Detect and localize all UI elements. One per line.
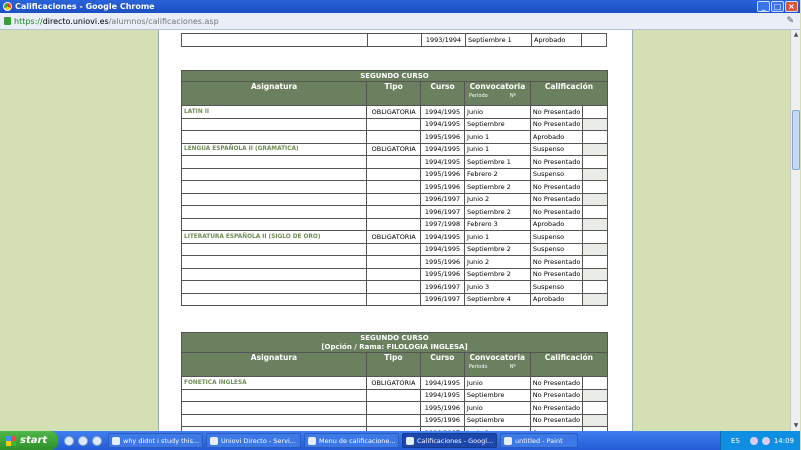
task-label: Uniovi Directo - Servi... [221,436,296,445]
calificacion-cell: No Presentado [530,193,582,206]
taskbar-task[interactable] [500,433,578,448]
asignatura-cell [182,218,367,231]
table-row [182,281,608,294]
table-cell [583,293,608,306]
clock: 14:09 [773,436,794,445]
table-cell [583,256,608,269]
scrollbar-thumb[interactable] [792,110,800,170]
table-cell [583,193,608,206]
column-header-asignatura: Asignatura [182,353,367,377]
page-content [158,30,633,431]
table-cell [368,34,422,47]
table-row [182,218,608,231]
convocatoria-cell: Junio 1 [465,231,531,244]
task-app-icon [112,437,120,445]
system-tray [720,431,800,450]
curso-cell: 1995/1996 [420,402,464,415]
network-tray-icon[interactable] [762,437,770,445]
tipo-cell [366,402,420,415]
calificacion-cell: No Presentado [530,156,582,169]
curso-cell: 1997/1998 [421,218,465,231]
asignatura-cell [182,281,367,294]
convocatoria-cell: Junio 1 [465,143,531,156]
convocatoria-cell: Septiembre 2 [465,206,531,219]
curso-cell: 1994/1995 [421,106,465,119]
table-row [182,389,608,402]
table-cell [182,34,368,47]
task-label: untitled - Paint [515,436,563,445]
url-host: directo.uniovi.es [42,16,109,26]
table-title-option: [Opción / Rama: FILOLOGIA INGLESA] [321,342,468,351]
table-cell [583,377,608,390]
scroll-down-icon[interactable]: ▼ [793,422,799,429]
calificacion-cell: Aprobado [532,34,582,47]
task-app-icon [308,437,316,445]
calificacion-cell: No Presentado [530,402,582,415]
convocatoria-cell: Junio 2 [465,193,531,206]
curso-cell: 1994/1995 [420,389,464,402]
task-app-icon [504,437,512,445]
table-row [182,181,608,194]
curso-cell: 1996/1997 [421,293,465,306]
tipo-cell [367,131,421,144]
asignatura-cell [182,268,367,281]
table-row [182,256,608,269]
calificacion-cell: Aprobado [530,218,582,231]
periodo-label: Periodo [469,93,488,99]
table-row [182,414,608,427]
convocatoria-cell: Junio [465,106,531,119]
asignatura-cell [182,118,367,131]
lock-icon [4,17,11,25]
segundo-curso-table [181,70,608,306]
calificacion-cell: Suspenso [530,143,582,156]
table-cell [583,218,608,231]
table-cell [583,268,608,281]
windows-logo-icon [6,436,16,446]
convocatoria-cell: Junio 2 [465,256,531,269]
table-row [182,106,608,119]
tipo-cell: OBLIGATORIA [367,106,421,119]
asignatura-cell [182,243,367,256]
asignatura-cell [182,181,367,194]
tipo-cell [366,414,420,427]
curso-cell: 1995/1996 [421,168,465,181]
tipo-cell: OBLIGATORIA [367,143,421,156]
start-button[interactable] [0,431,58,450]
table-cell [583,281,608,294]
column-header-calificacion: Calificación [530,82,607,106]
previous-course-table [181,33,607,47]
column-header-calificacion: Calificación [530,353,607,377]
table-row [182,34,607,47]
task-app-icon [406,437,414,445]
tipo-cell [367,206,421,219]
column-header-convocatoria [464,353,530,377]
asignatura-cell [182,206,367,219]
tipo-cell [367,268,421,281]
periodo-label: Periodo [468,364,488,370]
vertical-scrollbar[interactable] [790,30,800,431]
scroll-up-icon[interactable]: ▲ [793,31,799,38]
calificacion-cell: No Presentado [530,414,582,427]
table-cell [582,34,607,47]
table-cell [583,243,608,256]
asignatura-cell [182,402,367,415]
calificacion-cell: Aprobado [530,131,582,144]
tipo-cell [367,293,421,306]
task-label: Menu de calificacione... [319,436,396,445]
page-viewport [0,30,790,431]
asignatura-cell [182,193,367,206]
convocatoria-cell: Septiembre 2 [465,243,531,256]
table-header-row [182,353,608,377]
calificacion-cell: No Presentado [530,106,582,119]
curso-cell: 1994/1995 [421,243,465,256]
table-row [182,231,608,244]
taskbar-task[interactable] [206,433,301,448]
calificacion-cell: No Presentado [530,181,582,194]
tipo-cell [367,256,421,269]
curso-cell: 1996/1997 [421,281,465,294]
tipo-cell [367,181,421,194]
column-header-curso: Curso [420,353,464,377]
taskbar-task[interactable] [402,433,497,448]
table-row [182,377,608,390]
convocatoria-cell: Junio [464,377,530,390]
convocatoria-cell: Junio 3 [465,281,531,294]
calificacion-cell: No Presentado [530,256,582,269]
table-title-row [182,71,608,82]
tipo-cell [367,168,421,181]
asignatura-cell: FONETICA INGLESA [182,377,367,390]
table-row [182,131,608,144]
curso-cell: 1994/1995 [421,118,465,131]
asignatura-cell [182,168,367,181]
curso-cell: 1993/1994 [422,34,466,47]
table-cell [583,389,608,402]
column-header-curso: Curso [421,82,465,106]
table-row [182,293,608,306]
convocatoria-cell: Septiembre 2 [465,268,531,281]
chrome-quicklaunch-icon[interactable] [64,436,74,446]
table-cell [583,143,608,156]
window-title: Calificaciones - Google Chrome [15,2,155,11]
curso-cell: 1996/1997 [421,206,465,219]
calificacion-cell: Suspenso [530,281,582,294]
curso-cell: 1994/1995 [421,156,465,169]
curso-cell: 1995/1996 [421,268,465,281]
curso-cell: 1994/1995 [421,143,465,156]
help-tray-icon[interactable] [750,437,758,445]
asignatura-cell [182,256,367,269]
table-cell [583,402,608,415]
convocatoria-cell: Septiembre 4 [465,293,531,306]
curso-cell: 1994/1995 [421,231,465,244]
tipo-cell [367,243,421,256]
table-row [182,206,608,219]
filologia-inglesa-table [181,332,608,440]
calificacion-cell: No Presentado [530,268,582,281]
language-indicator[interactable]: ES [730,436,740,445]
taskbar-tasks [108,433,581,448]
convocatoria-cell: Septiembre 1 [466,34,532,47]
numero-label: Nº [509,93,516,99]
tipo-cell [366,389,420,402]
curso-cell: 1995/1996 [421,181,465,194]
window-controls [757,1,798,12]
asignatura-cell: LENGUA ESPAÑOLA II (GRAMATICA) [182,143,367,156]
wrench-menu-icon[interactable]: ✎ [786,16,794,26]
tipo-cell [367,193,421,206]
table-cell [583,118,608,131]
tipo-cell [367,118,421,131]
grades-body [182,377,608,440]
url-path: /alumnos/calificaciones.asp [108,16,219,26]
minimize-button[interactable]: _ [757,1,770,12]
address-bar[interactable] [0,13,800,30]
convocatoria-subheaders [467,93,528,99]
media-quicklaunch-icon[interactable] [92,436,102,446]
table-title-row [182,333,608,353]
convocatoria-cell: Septiembre [465,118,531,131]
taskbar-task[interactable] [108,433,203,448]
tipo-cell [367,218,421,231]
table-row [182,156,608,169]
ie-quicklaunch-icon[interactable] [78,436,88,446]
calificacion-cell: No Presentado [530,206,582,219]
table-cell [583,168,608,181]
convocatoria-cell: Junio [464,402,530,415]
table-title-main: SEGUNDO CURSO [360,333,429,342]
table-cell [583,206,608,219]
convocatoria-cell: Septiembre [464,389,530,402]
tipo-cell: OBLIGATORIA [366,377,420,390]
asignatura-cell [182,131,367,144]
curso-cell: 1995/1996 [421,256,465,269]
calificacion-cell: No Presentado [530,377,582,390]
chrome-logo-icon [3,2,12,11]
convocatoria-cell: Septiembre [464,414,530,427]
calificacion-cell: Suspenso [530,231,582,244]
table-cell [583,414,608,427]
windows-taskbar [0,431,800,450]
task-app-icon [210,437,218,445]
calificacion-cell: Suspenso [530,243,582,256]
convocatoria-subheaders [467,364,528,370]
asignatura-cell: LATIN II [182,106,367,119]
tipo-cell: OBLIGATORIA [367,231,421,244]
curso-cell: 1995/1996 [421,131,465,144]
table-title: SEGUNDO CURSO [182,71,608,82]
table-row [182,143,608,156]
tipo-cell [367,156,421,169]
convocatoria-cell: Septiembre 1 [465,156,531,169]
asignatura-cell: LITERATURA ESPAÑOLA II (SIGLO DE ORO) [182,231,367,244]
maximize-button[interactable]: □ [771,1,784,12]
table-cell [583,156,608,169]
calificacion-cell: No Presentado [530,389,582,402]
curso-cell: 1994/1995 [420,377,464,390]
close-button[interactable]: × [785,1,798,12]
start-label: start [20,435,48,446]
quick-launch [64,436,102,446]
table-cell [583,131,608,144]
convocatoria-label: Convocatoria [469,82,526,91]
table-cell [583,106,608,119]
taskbar-task[interactable] [304,433,399,448]
table-row [182,268,608,281]
tipo-cell [367,281,421,294]
calificacion-cell: No Presentado [530,118,582,131]
table-row [182,168,608,181]
calificacion-cell: Aprobado [530,293,582,306]
asignatura-cell [182,293,367,306]
calificacion-cell: Suspenso [530,168,582,181]
table-row [182,243,608,256]
column-header-convocatoria [465,82,531,106]
grades-body [182,106,608,306]
table-cell [583,231,608,244]
asignatura-cell [182,414,367,427]
url-scheme: https:// [14,16,43,26]
convocatoria-label: Convocatoria [469,353,526,362]
window-titlebar [0,0,800,13]
curso-cell: 1995/1996 [420,414,464,427]
table-cell [583,181,608,194]
task-label: Calificaciones - Googl... [417,436,494,445]
table-row [182,118,608,131]
convocatoria-cell: Septiembre 2 [465,181,531,194]
table-row [182,193,608,206]
asignatura-cell [182,156,367,169]
table-header-row [182,82,608,106]
column-header-tipo: Tipo [367,82,421,106]
column-header-tipo: Tipo [366,353,420,377]
column-header-asignatura: Asignatura [182,82,367,106]
curso-cell: 1996/1997 [421,193,465,206]
asignatura-cell [182,389,367,402]
convocatoria-cell: Junio 1 [465,131,531,144]
numero-label: Nº [509,364,516,370]
task-label: why didnt i study this... [123,436,200,445]
convocatoria-cell: Febrero 3 [465,218,531,231]
convocatoria-cell: Febrero 2 [465,168,531,181]
table-row [182,402,608,415]
table-title [182,333,608,353]
